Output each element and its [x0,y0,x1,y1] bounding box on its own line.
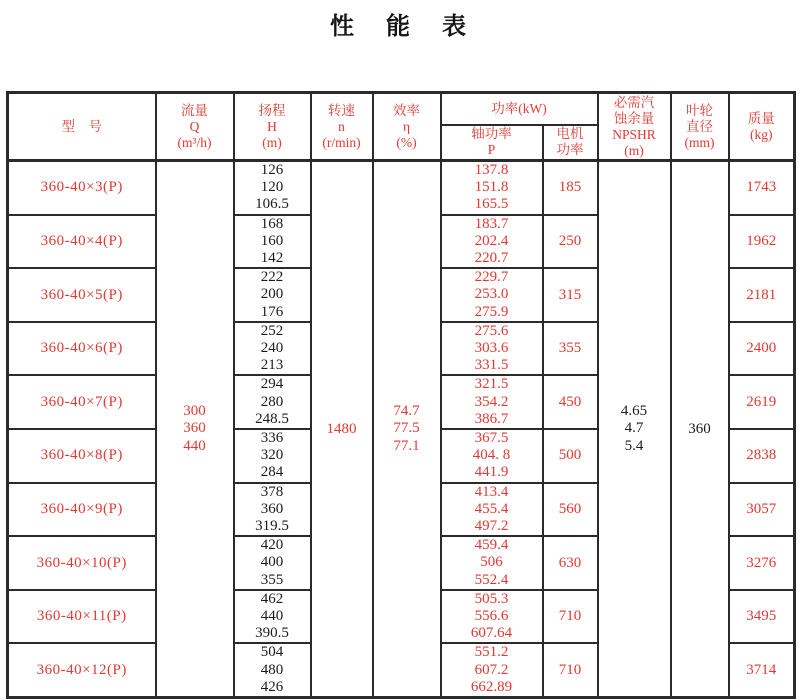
cell-motor-power: 500 [543,429,598,483]
cell-mass: 1962 [729,215,795,269]
cell-shaft-power-values: 551.2 607.2 662.89 [441,643,543,697]
cell-npshr-merged: 4.65 4.7 5.4 [598,161,671,698]
cell-head-values: 222 200 176 [234,268,311,322]
cell-head-values: 462 440 390.5 [234,590,311,644]
col-header-npshr: 必需汽 蚀余量 NPSHR (m) [598,93,671,161]
cell-impeller-merged: 360 [671,161,729,698]
col-header-model: 型 号 [8,93,156,161]
cell-motor-power: 355 [543,322,598,376]
cell-mass: 1743 [729,161,795,215]
cell-head-values: 294 280 248.5 [234,375,311,429]
cell-head-values: 126 120 106.5 [234,161,311,215]
cell-mass: 2400 [729,322,795,376]
cell-speed-merged: 1480 [311,161,373,698]
cell-shaft-power-values: 137.8 151.8 165.5 [441,161,543,215]
cell-shaft-power-values: 321.5 354.2 386.7 [441,375,543,429]
cell-model: 360-40×6(P) [8,322,156,376]
col-header-motor-power: 电机 功率 [543,125,598,161]
cell-mass: 3057 [729,483,795,537]
cell-motor-power: 710 [543,643,598,697]
page-title: 性 能 表 [330,13,470,40]
cell-model: 360-40×3(P) [8,161,156,215]
cell-model: 360-40×8(P) [8,429,156,483]
cell-motor-power: 315 [543,268,598,322]
cell-mass: 3714 [729,643,795,697]
col-header-mass: 质量 (kg) [729,93,795,161]
cell-head-values: 504 480 426 [234,643,311,697]
cell-shaft-power-values: 367.5 404. 8 441.9 [441,429,543,483]
cell-shaft-power-values: 459.4 506 552.4 [441,536,543,590]
cell-motor-power: 560 [543,483,598,537]
col-header-speed: 转速 n (r/min) [311,93,373,161]
cell-model: 360-40×4(P) [8,215,156,269]
cell-shaft-power-values: 413.4 455.4 497.2 [441,483,543,537]
cell-model: 360-40×9(P) [8,483,156,537]
cell-model: 360-40×12(P) [8,643,156,697]
cell-motor-power: 185 [543,161,598,215]
cell-shaft-power-values: 275.6 303.6 331.5 [441,322,543,376]
cell-motor-power: 630 [543,536,598,590]
cell-motor-power: 250 [543,215,598,269]
cell-head-values: 378 360 319.5 [234,483,311,537]
col-header-impeller: 叶轮 直径 (mm) [671,93,729,161]
cell-head-values: 420 400 355 [234,536,311,590]
table-row [8,161,795,215]
cell-mass: 2619 [729,375,795,429]
cell-shaft-power-values: 229.7 253.0 275.9 [441,268,543,322]
col-header-head: 扬程 H (m) [234,93,311,161]
performance-table [6,91,796,699]
cell-model: 360-40×10(P) [8,536,156,590]
col-header-flow: 流量 Q (m³/h) [156,93,234,161]
cell-model: 360-40×11(P) [8,590,156,644]
cell-mass: 3276 [729,536,795,590]
cell-mass: 3495 [729,590,795,644]
cell-mass: 2838 [729,429,795,483]
cell-model: 360-40×5(P) [8,268,156,322]
cell-motor-power: 450 [543,375,598,429]
col-header-shaft-power: 轴功率 P [441,125,543,161]
cell-model: 360-40×7(P) [8,375,156,429]
col-header-efficiency: 效率 η (%) [373,93,441,161]
cell-efficiency-merged: 74.7 77.5 77.1 [373,161,441,698]
cell-flow-merged: 300 360 440 [156,161,234,698]
col-header-power-group: 功率(kW) [441,93,598,125]
cell-head-values: 252 240 213 [234,322,311,376]
cell-shaft-power-values: 183.7 202.4 220.7 [441,215,543,269]
cell-mass: 2181 [729,268,795,322]
cell-head-values: 168 160 142 [234,215,311,269]
cell-shaft-power-values: 505.3 556.6 607.64 [441,590,543,644]
cell-head-values: 336 320 284 [234,429,311,483]
cell-motor-power: 710 [543,590,598,644]
